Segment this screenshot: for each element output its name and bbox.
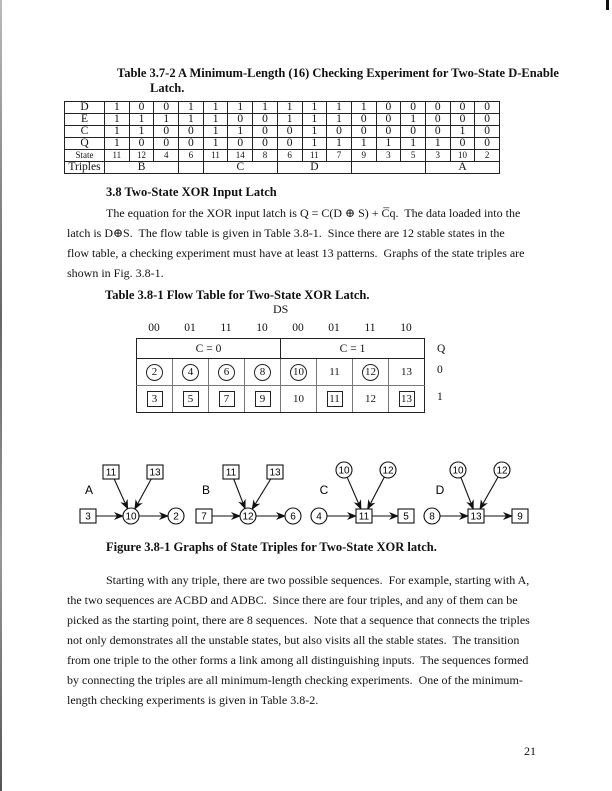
stable-state-square: 13 <box>399 391 415 407</box>
table-3-7-2-caption-line1: Table 3.7-2 A Minimum-Length (16) Checking Experiment for Two-State D-Enable <box>117 66 559 80</box>
stable-state-circle: 6 <box>218 364 235 381</box>
state-node-label: 13 <box>470 511 482 523</box>
triple-gap <box>351 162 425 174</box>
state-node-square <box>223 465 239 479</box>
state-node-label: 10 <box>125 511 137 523</box>
row-label: C <box>65 126 105 138</box>
state-node-label: 13 <box>149 467 161 479</box>
corner-mark <box>606 0 609 10</box>
cell: 0 <box>475 114 500 126</box>
cell: 0 <box>425 126 450 138</box>
cell: 1 <box>203 102 228 114</box>
cell: 0 <box>475 138 500 150</box>
cell: 11 <box>105 150 130 162</box>
transition-arrow <box>114 479 128 509</box>
cell: 1 <box>203 138 228 150</box>
stable-state-circle: 4 <box>182 364 199 381</box>
stable-state-circle: 12 <box>362 364 379 381</box>
cell: 11 <box>203 150 228 162</box>
cell: 1 <box>129 126 154 138</box>
para2-line5: from one triple to the other forms a link among all distinguishing inputs. The sequences formed <box>67 653 529 667</box>
para1-line3: flow table, a checking experiment must have at least 13 patterns. Graphs of the state triples are <box>67 246 525 260</box>
cell: 0 <box>179 138 204 150</box>
cell: 1 <box>302 102 327 114</box>
flow-cell <box>173 386 209 413</box>
triple-label: C <box>319 483 329 497</box>
triple-c: C <box>203 162 277 174</box>
flow-cell <box>281 359 317 386</box>
cell: 1 <box>277 114 302 126</box>
para1-line4: shown in Fig. 3.8-1. <box>67 266 164 280</box>
cell: 3 <box>425 150 450 162</box>
triple-label: D <box>435 483 445 497</box>
q-header: Q <box>437 343 446 355</box>
unstable-state: 11 <box>329 366 340 378</box>
cell: 1 <box>228 126 253 138</box>
flow-cell <box>137 386 173 413</box>
state-node-label: 11 <box>225 467 237 479</box>
state-node-square <box>512 509 528 523</box>
state-node-label: 10 <box>452 465 464 477</box>
para2-line3: picked as the starting point, there are 8 sequences. Note that a sequence that connects the triples <box>67 613 530 627</box>
transition-arrow <box>252 479 271 509</box>
ds-column-header: 10 <box>400 322 412 334</box>
stable-state-square: 11 <box>327 391 343 407</box>
cell: 7 <box>327 150 352 162</box>
state-node-label: 5 <box>403 511 409 523</box>
state-node-circle <box>168 508 184 524</box>
triple-label: A <box>84 483 94 497</box>
state-node-square <box>147 465 163 479</box>
stable-state-square: 5 <box>183 391 199 407</box>
group-header: C = 0 <box>137 339 281 359</box>
cell: 1 <box>327 114 352 126</box>
cell: 0 <box>253 138 278 150</box>
cell: 0 <box>376 114 401 126</box>
scan-edge-artifact <box>0 0 2 791</box>
state-node-square <box>267 465 283 479</box>
state-node-square <box>356 509 372 523</box>
row-triples <box>65 162 500 174</box>
cell: 1 <box>203 114 228 126</box>
triple-gap <box>179 162 204 174</box>
transition-arrow <box>347 477 361 509</box>
section-heading: 3.8 Two-State XOR Input Latch <box>106 185 277 199</box>
cell: 0 <box>450 102 475 114</box>
stable-state-square: 7 <box>219 391 235 407</box>
cell: 0 <box>450 138 475 150</box>
row-label: D <box>65 102 105 114</box>
state-node-circle <box>380 462 396 478</box>
cell: 1 <box>327 102 352 114</box>
cell: 1 <box>425 138 450 150</box>
cell: 0 <box>277 138 302 150</box>
flow-cell <box>281 386 317 413</box>
cell: 0 <box>327 126 352 138</box>
cell: 9 <box>351 150 376 162</box>
cell: 0 <box>475 102 500 114</box>
cell: 0 <box>154 102 179 114</box>
row-c <box>65 126 500 138</box>
cell: 0 <box>376 126 401 138</box>
triple-a: A <box>425 162 499 174</box>
flow-cell <box>353 386 389 413</box>
cell: 1 <box>228 102 253 114</box>
cell: 1 <box>450 126 475 138</box>
page-number: 21 <box>524 744 536 758</box>
stable-state-square: 3 <box>147 391 163 407</box>
transition-arrow <box>461 477 473 509</box>
state-node-label: 7 <box>201 511 207 523</box>
para2-line4: not only demonstrates all the unstable states, but also visits all the stable states. The transition <box>67 633 520 647</box>
cell: 1 <box>203 126 228 138</box>
cell: 1 <box>401 138 426 150</box>
state-node-circle <box>424 508 440 524</box>
stable-state-square: 9 <box>255 391 271 407</box>
group-header-row <box>137 339 425 359</box>
flow-cell <box>245 359 281 386</box>
state-node-square <box>103 465 119 479</box>
cell: 0 <box>154 126 179 138</box>
cell: 0 <box>253 126 278 138</box>
flow-cell <box>137 359 173 386</box>
cell: 6 <box>179 150 204 162</box>
row-d <box>65 102 500 114</box>
cell: 4 <box>154 150 179 162</box>
state-node-circle <box>285 508 301 524</box>
cell: 0 <box>253 114 278 126</box>
row-state <box>65 150 500 162</box>
stable-state-circle: 2 <box>146 364 163 381</box>
triple-b: B <box>105 162 179 174</box>
cell: 0 <box>179 126 204 138</box>
para2-line7: length checking experiments is given in Table 3.8-2. <box>67 693 319 707</box>
cell: 1 <box>179 102 204 114</box>
flow-cell <box>245 386 281 413</box>
cell: 0 <box>401 102 426 114</box>
ds-column-header: 11 <box>220 322 232 334</box>
row-label: Triples <box>65 162 105 174</box>
flow-cell <box>173 359 209 386</box>
state-node-label: 12 <box>382 465 394 477</box>
state-node-square <box>468 509 484 523</box>
flow-cell <box>317 386 353 413</box>
state-node-label: 10 <box>338 465 350 477</box>
checking-experiment-table <box>64 101 500 174</box>
cell: 1 <box>302 114 327 126</box>
state-node-square <box>398 509 414 523</box>
q-row-0: 0 <box>437 364 443 376</box>
group-header: C = 1 <box>281 339 425 359</box>
cell: 1 <box>302 138 327 150</box>
cell: 0 <box>376 102 401 114</box>
para1-line2: latch is D⊕S. The flow table is given in Table 3.8-1. Since there are 12 stable states in the <box>67 226 505 240</box>
transition-arrow <box>234 479 245 509</box>
cell: 11 <box>302 150 327 162</box>
transition-arrow <box>368 477 385 509</box>
ds-label: DS <box>273 302 289 316</box>
ds-column-header: 01 <box>184 322 196 334</box>
cell: 0 <box>401 126 426 138</box>
ds-column-header: 00 <box>148 322 160 334</box>
state-node-label: 2 <box>173 511 179 523</box>
unstable-state: 13 <box>401 366 412 378</box>
cell: 3 <box>376 150 401 162</box>
state-node-circle <box>336 462 352 478</box>
cell: 0 <box>351 114 376 126</box>
cell: 1 <box>351 138 376 150</box>
para2-line2: the two sequences are ACBD and ADBC. Since there are four triples, and any of them can be <box>67 593 518 607</box>
cell: 14 <box>228 150 253 162</box>
cell: 1 <box>129 114 154 126</box>
cell: 1 <box>105 138 130 150</box>
table-3-8-1-caption: Table 3.8-1 Flow Table for Two-State XOR Latch. <box>105 288 370 302</box>
state-node-circle <box>494 462 510 478</box>
row-q <box>65 138 500 150</box>
ds-column-header: 00 <box>292 322 304 334</box>
flow-cell <box>389 359 425 386</box>
cell: 0 <box>129 138 154 150</box>
cell: 1 <box>253 102 278 114</box>
cell: 1 <box>277 102 302 114</box>
state-node-label: 3 <box>85 511 91 523</box>
cell: 1 <box>154 114 179 126</box>
flow-cell <box>317 359 353 386</box>
row-label: E <box>65 114 105 126</box>
row-e <box>65 114 500 126</box>
flow-cell <box>353 359 389 386</box>
cell: 5 <box>401 150 426 162</box>
para2-line6: by connecting the triples are all minimum-length checking experiments. One of the minimum- <box>67 673 523 687</box>
cell: 6 <box>277 150 302 162</box>
unstable-state: 12 <box>365 393 376 405</box>
stable-state-circle: 8 <box>254 364 271 381</box>
row-label: State <box>65 150 105 162</box>
transition-arrow <box>480 477 498 509</box>
cell: 1 <box>351 102 376 114</box>
cell: 1 <box>401 114 426 126</box>
state-node-label: 13 <box>269 467 281 479</box>
ds-column-header: 01 <box>328 322 340 334</box>
cell: 1 <box>105 126 130 138</box>
cell: 1 <box>376 138 401 150</box>
state-node-label: 6 <box>290 511 296 523</box>
state-node-square <box>80 509 96 523</box>
cell: 0 <box>154 138 179 150</box>
para2-line1: Starting with any triple, there are two possible sequences. For example, starting with A, <box>106 573 530 587</box>
state-node-label: 4 <box>316 511 322 523</box>
state-node-label: 9 <box>517 511 523 523</box>
cell: 0 <box>228 138 253 150</box>
state-node-circle <box>450 462 466 478</box>
ds-column-header: 11 <box>364 322 376 334</box>
cell: 12 <box>129 150 154 162</box>
stable-state-circle: 10 <box>290 364 307 381</box>
cell: 0 <box>425 102 450 114</box>
flow-cell <box>209 386 245 413</box>
state-node-label: 8 <box>429 511 435 523</box>
cell: 0 <box>425 114 450 126</box>
state-node-circle <box>240 508 256 524</box>
row-label: Q <box>65 138 105 150</box>
state-node-circle <box>311 508 327 524</box>
para1-line1: The equation for the XOR input latch is Q = C(D ⊕ S) + C̅q. The data loaded into the <box>106 206 521 220</box>
cell: 0 <box>228 114 253 126</box>
cell: 1 <box>302 126 327 138</box>
flow-row-q1 <box>137 386 425 413</box>
state-node-circle <box>123 508 139 524</box>
cell: 10 <box>450 150 475 162</box>
unstable-state: 10 <box>293 393 304 405</box>
cell: 0 <box>450 114 475 126</box>
state-node-label: 12 <box>496 465 508 477</box>
cell: 0 <box>277 126 302 138</box>
flow-cell <box>389 386 425 413</box>
state-node-square <box>196 509 212 523</box>
flow-table <box>136 338 425 413</box>
flow-row-q0 <box>137 359 425 386</box>
figure-caption: Figure 3.8-1 Graphs of State Triples for Two-State XOR latch. <box>106 540 437 554</box>
state-node-label: 12 <box>242 511 254 523</box>
cell: 2 <box>475 150 500 162</box>
cell: 8 <box>253 150 278 162</box>
cell: 0 <box>351 126 376 138</box>
state-node-label: 11 <box>105 467 117 479</box>
table-3-7-2-caption-line2: Latch. <box>150 81 185 95</box>
cell: 1 <box>105 114 130 126</box>
cell: 1 <box>179 114 204 126</box>
ds-column-header: 10 <box>256 322 268 334</box>
state-triples-figure <box>0 455 612 535</box>
triple-label: B <box>201 483 211 497</box>
cell: 0 <box>475 126 500 138</box>
cell: 1 <box>105 102 130 114</box>
flow-cell <box>209 359 245 386</box>
transition-arrow <box>135 479 151 509</box>
triple-d: D <box>277 162 351 174</box>
state-node-label: 11 <box>358 511 370 523</box>
cell: 0 <box>129 102 154 114</box>
cell: 1 <box>327 138 352 150</box>
q-row-1: 1 <box>437 391 443 403</box>
